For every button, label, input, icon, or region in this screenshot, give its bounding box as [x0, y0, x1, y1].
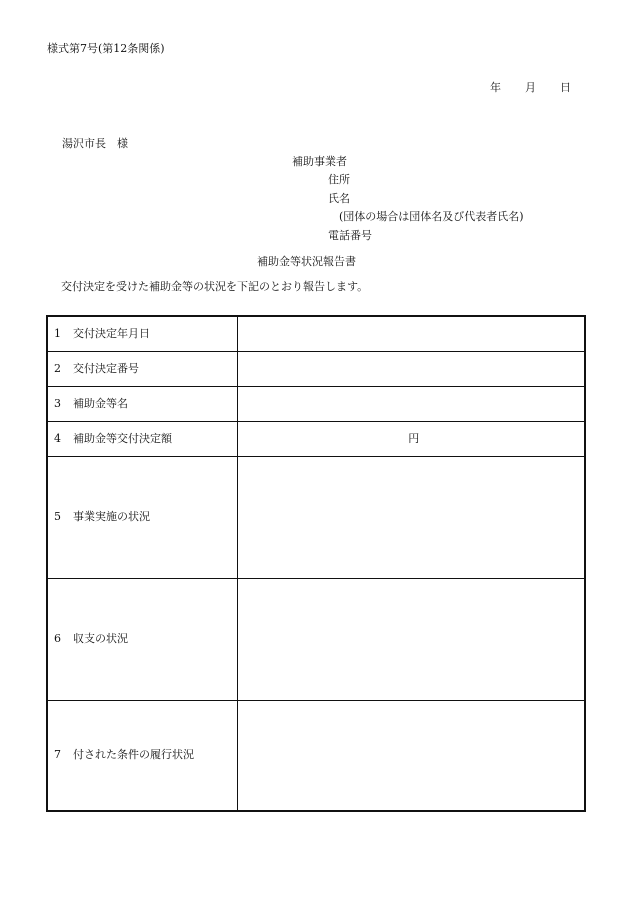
organization-note: (団体の場合は団体名及び代表者氏名) [339, 210, 524, 223]
row-label-cell [47, 456, 237, 578]
report-table [46, 315, 586, 812]
row-number: 4 [54, 431, 61, 445]
row-number: 5 [54, 510, 61, 523]
subsidy-name-field[interactable] [237, 386, 585, 421]
document-title: 補助金等状況報告書 [257, 255, 356, 268]
form-reference: 様式第7号(第12条関係) [47, 42, 165, 55]
addressee: 湯沢市長 様 [62, 137, 128, 150]
row-label-cell [47, 351, 237, 386]
project-status-field[interactable] [237, 456, 585, 578]
row-label: 事業実施の状況 [73, 510, 150, 523]
month-label: 月 [525, 81, 536, 94]
row-number: 7 [54, 748, 61, 762]
table-row [47, 456, 585, 578]
applicant-label: 補助事業者 [292, 155, 347, 168]
table-row [47, 421, 585, 456]
table-row [47, 351, 585, 386]
row-number: 6 [54, 632, 61, 645]
row-label: 交付決定年月日 [73, 326, 150, 340]
decision-number-field[interactable] [237, 351, 585, 386]
intro-text: 交付決定を受けた補助金等の状況を下記のとおり報告します。 [61, 280, 369, 293]
year-label: 年 [490, 81, 501, 94]
row-label-cell [47, 316, 237, 351]
conditions-status-field[interactable] [237, 700, 585, 811]
row-label: 補助金等交付決定額 [73, 431, 172, 445]
table-row [47, 386, 585, 421]
row-label: 付された条件の履行状況 [73, 748, 194, 762]
row-label-cell [47, 386, 237, 421]
day-label: 日 [560, 81, 571, 94]
table-row [47, 316, 585, 351]
decision-amount-field[interactable]: 円 [237, 421, 585, 456]
row-label-cell [47, 578, 237, 700]
date-line [490, 81, 571, 95]
row-label-cell [47, 700, 237, 811]
address-label: 住所 [328, 173, 350, 186]
row-number: 2 [54, 361, 61, 375]
row-label: 補助金等名 [73, 396, 128, 410]
table-row [47, 578, 585, 700]
name-label: 氏名 [328, 192, 350, 205]
table-row [47, 700, 585, 811]
row-label: 交付決定番号 [73, 361, 139, 375]
decision-date-field[interactable] [237, 316, 585, 351]
phone-label: 電話番号 [328, 229, 372, 242]
row-label: 収支の状況 [73, 632, 128, 645]
income-expense-field[interactable] [237, 578, 585, 700]
row-label-cell [47, 421, 237, 456]
row-number: 1 [54, 326, 61, 340]
row-number: 3 [54, 396, 61, 410]
